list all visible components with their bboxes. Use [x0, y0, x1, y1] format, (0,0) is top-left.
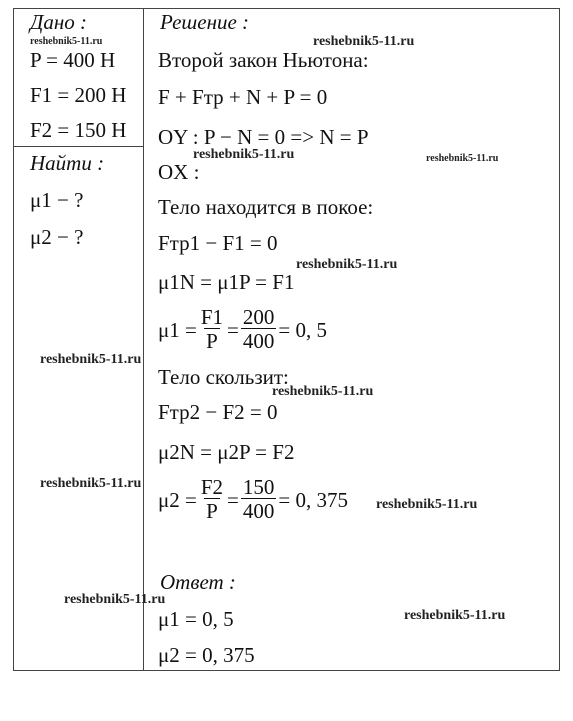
- equation-friction-2: Fтр2 − F2 = 0: [158, 400, 278, 424]
- equation-friction-1: Fтр1 − F1 = 0: [158, 231, 278, 255]
- given-find-divider: [13, 146, 144, 147]
- fraction-denominator: P: [206, 329, 218, 354]
- watermark: reshebnik5-11.ru: [30, 36, 103, 47]
- given-p: P = 400 Н: [30, 48, 116, 72]
- watermark: reshebnik5-11.ru: [40, 352, 142, 367]
- mu2-fraction-equation: [158, 472, 348, 528]
- answer-header: Ответ :: [160, 570, 236, 594]
- watermark: reshebnik5-11.ru: [404, 608, 506, 623]
- answer-mu2: μ2 = 0, 375: [158, 643, 255, 667]
- equals-sign: =: [227, 317, 239, 342]
- vector-equation: F + Fтр + N + P = 0: [158, 85, 328, 109]
- watermark: reshebnik5-11.ru: [426, 153, 499, 164]
- oy-equation: OY : P − N = 0 => N = P: [158, 125, 369, 149]
- watermark: reshebnik5-11.ru: [272, 384, 374, 399]
- fraction-f2-over-p: [199, 476, 225, 523]
- fraction-denominator: P: [206, 499, 218, 524]
- equals-sign: =: [227, 487, 239, 512]
- find-header: Найти :: [30, 151, 105, 175]
- fraction-denominator: 400: [242, 329, 275, 354]
- fraction-numerator: F1: [200, 305, 224, 330]
- rest-statement: Тело находится в покое:: [158, 195, 374, 219]
- watermark: reshebnik5-11.ru: [64, 592, 166, 607]
- fraction-numerator: 150: [242, 475, 275, 500]
- fraction-200-over-400: [241, 306, 277, 353]
- mu1-lhs: μ1 =: [158, 317, 197, 342]
- newton-law-title: Второй закон Ньютона:: [158, 48, 369, 72]
- find-mu2: μ2 − ?: [30, 225, 84, 249]
- mu1-fraction-equation: [158, 302, 327, 358]
- fraction-f1-over-p: [199, 306, 225, 353]
- watermark: reshebnik5-11.ru: [40, 476, 142, 491]
- given-f2: F2 = 150 Н: [30, 118, 127, 142]
- fraction-denominator: 400: [242, 499, 275, 524]
- solution-header: Решение :: [160, 10, 250, 34]
- mu1-result: = 0, 5: [278, 317, 327, 342]
- watermark: reshebnik5-11.ru: [313, 34, 415, 49]
- watermark: reshebnik5-11.ru: [296, 257, 398, 272]
- fraction-numerator: 200: [242, 305, 275, 330]
- ox-label: OX :: [158, 160, 200, 184]
- mu2-result: = 0, 375: [278, 487, 348, 512]
- mu2-lhs: μ2 =: [158, 487, 197, 512]
- fraction-numerator: F2: [200, 475, 224, 500]
- equation-mu2-n: μ2N = μ2P = F2: [158, 440, 295, 464]
- given-header: Дано :: [30, 10, 88, 34]
- fraction-150-over-400: [241, 476, 277, 523]
- watermark: reshebnik5-11.ru: [193, 147, 295, 162]
- answer-mu1: μ1 = 0, 5: [158, 607, 234, 631]
- equation-mu1-n: μ1N = μ1P = F1: [158, 270, 295, 294]
- find-mu1: μ1 − ?: [30, 188, 84, 212]
- slide-statement: Тело скользит:: [158, 365, 289, 389]
- column-divider: [143, 8, 144, 671]
- watermark: reshebnik5-11.ru: [376, 497, 478, 512]
- given-f1: F1 = 200 Н: [30, 83, 127, 107]
